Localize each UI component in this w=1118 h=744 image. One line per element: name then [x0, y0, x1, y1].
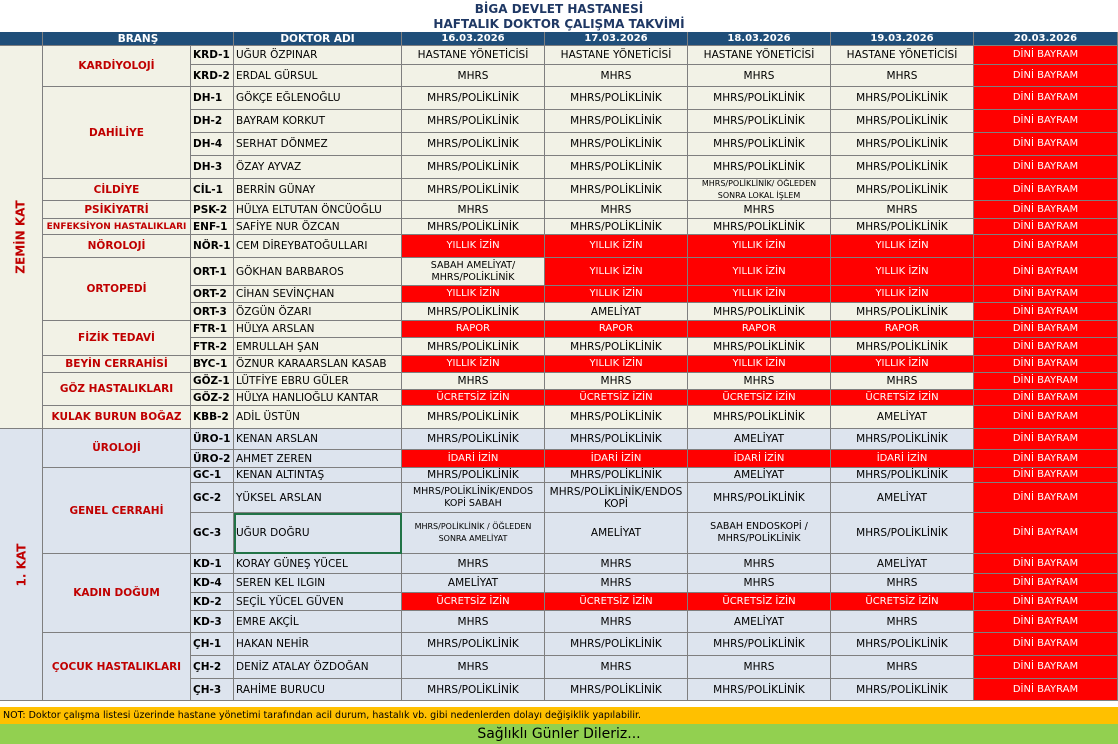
doctor-name[interactable]: DENİZ ATALAY ÖZDOĞAN [234, 656, 402, 679]
doctor-name[interactable]: EMRE AKÇİL [234, 611, 402, 633]
schedule-cell[interactable]: ÜCRETSİZ İZİN [402, 390, 545, 406]
schedule-cell[interactable]: MHRS/POLİKLİNİK [688, 483, 831, 513]
doctor-code[interactable]: KD-2 [191, 593, 234, 611]
schedule-cell[interactable]: MHRS/POLİKLİNİK [402, 679, 545, 701]
schedule-cell[interactable]: MHRS [831, 373, 974, 390]
doctor-code[interactable]: KD-3 [191, 611, 234, 633]
doctor-name[interactable]: SEÇİL YÜCEL GÜVEN [234, 593, 402, 611]
schedule-cell[interactable]: MHRS/POLİKLİNİK [545, 219, 688, 235]
schedule-cell[interactable]: DİNİ BAYRAM [974, 390, 1118, 406]
schedule-cell[interactable]: MHRS/POLİKLİNİK [402, 133, 545, 156]
schedule-cell[interactable]: YILLIK İZİN [831, 356, 974, 373]
schedule-cell[interactable]: RAPOR [688, 321, 831, 338]
branch-cell[interactable]: NÖROLOJİ [43, 235, 191, 258]
schedule-cell[interactable]: AMELİYAT [688, 468, 831, 483]
doctor-code[interactable]: ÜRO-1 [191, 429, 234, 450]
schedule-cell[interactable]: RAPOR [545, 321, 688, 338]
doctor-name[interactable]: HÜLYA ARSLAN [234, 321, 402, 338]
schedule-cell[interactable]: DİNİ BAYRAM [974, 356, 1118, 373]
doctor-code[interactable]: ÇH-3 [191, 679, 234, 701]
schedule-cell[interactable]: YILLIK İZİN [402, 356, 545, 373]
schedule-cell[interactable]: RAPOR [402, 321, 545, 338]
doctor-code[interactable]: DH-3 [191, 156, 234, 179]
schedule-cell[interactable]: MHRS/POLİKLİNİK [545, 429, 688, 450]
doctor-code[interactable]: ÜRO-2 [191, 450, 234, 468]
schedule-cell[interactable]: MHRS/POLİKLİNİK [831, 303, 974, 321]
schedule-cell[interactable]: MHRS [688, 656, 831, 679]
schedule-cell[interactable]: DİNİ BAYRAM [974, 133, 1118, 156]
schedule-cell[interactable]: MHRS/POLİKLİNİK [831, 679, 974, 701]
schedule-cell[interactable]: DİNİ BAYRAM [974, 679, 1118, 701]
floor-label-text: 1. KAT [14, 543, 28, 586]
schedule-cell[interactable]: YILLIK İZİN [688, 356, 831, 373]
floor-label-text: ZEMİN KAT [14, 200, 28, 274]
schedule-cell[interactable]: DİNİ BAYRAM [974, 574, 1118, 593]
doctor-name[interactable]: CEM DİREYBATOĞULLARI [234, 235, 402, 258]
schedule-cell[interactable]: MHRS [831, 656, 974, 679]
branch-cell[interactable]: PSİKİYATRİ [43, 201, 191, 219]
schedule-cell[interactable]: DİNİ BAYRAM [974, 406, 1118, 429]
doctor-name[interactable]: CİHAN SEVİNÇHAN [234, 286, 402, 303]
schedule-cell[interactable]: ÜCRETSİZ İZİN [688, 593, 831, 611]
schedule-cell[interactable]: MHRS [402, 554, 545, 574]
doctor-code[interactable]: GC-3 [191, 513, 234, 554]
schedule-cell[interactable]: DİNİ BAYRAM [974, 656, 1118, 679]
doctor-name[interactable]: ÖZAY AYVAZ [234, 156, 402, 179]
doctor-name[interactable]: KORAY GÜNEŞ YÜCEL [234, 554, 402, 574]
schedule-cell[interactable]: MHRS/POLİKLİNİK [545, 406, 688, 429]
schedule-cell[interactable]: MHRS [545, 201, 688, 219]
doctor-name[interactable]: ADİL ÜSTÜN [234, 406, 402, 429]
schedule-cell[interactable]: YILLIK İZİN [545, 235, 688, 258]
schedule-cell[interactable]: DİNİ BAYRAM [974, 110, 1118, 133]
schedule-cell[interactable]: DİNİ BAYRAM [974, 611, 1118, 633]
schedule-cell[interactable]: YILLIK İZİN [688, 235, 831, 258]
floor-label[interactable] [0, 46, 43, 429]
branch-cell[interactable]: ÜROLOJİ [43, 429, 191, 468]
header-date-1[interactable]: 16.03.2026 [402, 32, 545, 46]
schedule-cell[interactable]: MHRS/POLİKLİNİK [831, 110, 974, 133]
schedule-cell[interactable]: MHRS/POLİKLİNİK [402, 179, 545, 201]
doctor-code[interactable]: ÇH-1 [191, 633, 234, 656]
header-floor-cell[interactable] [0, 32, 43, 46]
schedule-cell[interactable]: MHRS [545, 554, 688, 574]
schedule-cell[interactable]: ÜCRETSİZ İZİN [831, 593, 974, 611]
schedule-cell[interactable]: ÜCRETSİZ İZİN [688, 390, 831, 406]
schedule-cell[interactable]: DİNİ BAYRAM [974, 258, 1118, 286]
doctor-name[interactable]: RAHİME BURUCU [234, 679, 402, 701]
schedule-cell[interactable]: AMELİYAT [402, 574, 545, 593]
doctor-name[interactable]: ÖZGÜN ÖZARI [234, 303, 402, 321]
schedule-cell[interactable]: MHRS/POLİKLİNİK [688, 156, 831, 179]
doctor-name[interactable]: LÜTFİYE EBRU GÜLER [234, 373, 402, 390]
schedule-cell[interactable]: DİNİ BAYRAM [974, 338, 1118, 356]
schedule-cell[interactable]: DİNİ BAYRAM [974, 429, 1118, 450]
doctor-code[interactable]: ENF-1 [191, 219, 234, 235]
schedule-cell[interactable]: MHRS/POLİKLİNİK [831, 338, 974, 356]
schedule-cell[interactable]: MHRS [545, 373, 688, 390]
schedule-cell[interactable]: MHRS [545, 65, 688, 87]
schedule-cell[interactable]: DİNİ BAYRAM [974, 303, 1118, 321]
schedule-cell[interactable]: MHRS [545, 574, 688, 593]
schedule-cell[interactable]: YILLIK İZİN [831, 258, 974, 286]
schedule-cell[interactable]: DİNİ BAYRAM [974, 286, 1118, 303]
schedule-cell[interactable]: YILLIK İZİN [688, 286, 831, 303]
schedule-cell[interactable]: MHRS/POLİKLİNİK [545, 468, 688, 483]
schedule-cell[interactable]: MHRS [402, 656, 545, 679]
schedule-cell[interactable]: DİNİ BAYRAM [974, 65, 1118, 87]
schedule-cell[interactable]: MHRS [831, 201, 974, 219]
schedule-cell[interactable]: MHRS [688, 65, 831, 87]
schedule-cell[interactable]: DİNİ BAYRAM [974, 468, 1118, 483]
schedule-cell[interactable]: AMELİYAT [545, 513, 688, 554]
doctor-code[interactable]: ORT-2 [191, 286, 234, 303]
schedule-cell[interactable]: MHRS/POLİKLİNİK/ ÖĞLEDEN SONRA LOKAL İŞLEM [688, 179, 831, 201]
schedule-cell[interactable]: MHRS/POLİKLİNİK [688, 406, 831, 429]
doctor-name[interactable]: HAKAN NEHİR [234, 633, 402, 656]
doctor-code[interactable]: ORT-3 [191, 303, 234, 321]
schedule-cell[interactable]: MHRS/POLİKLİNİK [688, 87, 831, 110]
schedule-cell[interactable]: DİNİ BAYRAM [974, 321, 1118, 338]
schedule-cell[interactable]: MHRS/POLİKLİNİK [545, 679, 688, 701]
schedule-cell[interactable]: DİNİ BAYRAM [974, 483, 1118, 513]
doctor-name[interactable]: HÜLYA HANLIOĞLU KANTAR [234, 390, 402, 406]
schedule-cell[interactable]: MHRS [545, 656, 688, 679]
branch-cell[interactable]: ORTOPEDİ [43, 258, 191, 321]
schedule-cell[interactable]: MHRS/POLİKLİNİK [831, 429, 974, 450]
schedule-cell[interactable]: MHRS [688, 554, 831, 574]
schedule-cell[interactable]: İDARİ İZİN [402, 450, 545, 468]
schedule-cell[interactable]: YILLIK İZİN [831, 286, 974, 303]
schedule-cell[interactable]: MHRS/POLİKLİNİK [831, 468, 974, 483]
doctor-code[interactable]: GC-2 [191, 483, 234, 513]
schedule-cell[interactable]: MHRS/POLİKLİNİK [545, 156, 688, 179]
schedule-cell[interactable]: MHRS [831, 65, 974, 87]
branch-cell[interactable]: GÖZ HASTALIKLARI [43, 373, 191, 406]
branch-cell[interactable]: CİLDİYE [43, 179, 191, 201]
schedule-cell[interactable]: YILLIK İZİN [402, 235, 545, 258]
doctor-name[interactable]: UĞUR ÖZPINAR [234, 46, 402, 65]
schedule-cell[interactable]: YILLIK İZİN [545, 286, 688, 303]
branch-cell[interactable]: ÇOCUK HASTALIKLARI [43, 633, 191, 701]
header-date-4[interactable]: 19.03.2026 [831, 32, 974, 46]
schedule-cell[interactable]: DİNİ BAYRAM [974, 373, 1118, 390]
schedule-cell[interactable]: İDARİ İZİN [545, 450, 688, 468]
branch-cell[interactable]: BEYİN CERRAHİSİ [43, 356, 191, 373]
schedule-cell[interactable]: YILLIK İZİN [545, 356, 688, 373]
doctor-name[interactable]: KENAN ARSLAN [234, 429, 402, 450]
schedule-cell[interactable]: MHRS/POLİKLİNİK [545, 133, 688, 156]
schedule-cell[interactable]: DİNİ BAYRAM [974, 219, 1118, 235]
schedule-title: HAFTALIK DOKTOR ÇALIŞMA TAKVİMİ [433, 17, 685, 31]
doctor-name[interactable]: HÜLYA ELTUTAN ÖNCÜOĞLU [234, 201, 402, 219]
schedule-cell[interactable]: MHRS [688, 574, 831, 593]
schedule-cell[interactable]: MHRS/POLİKLİNİK [545, 110, 688, 133]
doctor-name[interactable]: KENAN ALTINTAŞ [234, 468, 402, 483]
footer-bar: Sağlıklı Günler Dileriz... [0, 724, 1118, 744]
doctor-name[interactable]: SERHAT DÖNMEZ [234, 133, 402, 156]
schedule-cell[interactable]: MHRS/POLİKLİNİK [831, 179, 974, 201]
schedule-cell[interactable]: HASTANE YÖNETİCİSİ [688, 46, 831, 65]
schedule-cell[interactable]: MHRS [688, 373, 831, 390]
schedule-cell[interactable]: MHRS/POLİKLİNİK [688, 633, 831, 656]
branch-cell[interactable]: GENEL CERRAHİ [43, 468, 191, 554]
doctor-code[interactable]: GC-1 [191, 468, 234, 483]
doctor-code[interactable]: KD-4 [191, 574, 234, 593]
doctor-name[interactable]: YÜKSEL ARSLAN [234, 483, 402, 513]
doctor-code[interactable]: BYC-1 [191, 356, 234, 373]
schedule-cell[interactable]: DİNİ BAYRAM [974, 450, 1118, 468]
schedule-cell[interactable]: MHRS/POLİKLİNİK [545, 179, 688, 201]
schedule-cell[interactable]: MHRS [831, 574, 974, 593]
schedule-cell[interactable]: MHRS [402, 611, 545, 633]
schedule-cell[interactable]: MHRS/POLİKLİNİK [688, 303, 831, 321]
schedule-cell[interactable]: HASTANE YÖNETİCİSİ [402, 46, 545, 65]
doctor-code[interactable]: CİL-1 [191, 179, 234, 201]
branch-cell[interactable]: FİZİK TEDAVİ [43, 321, 191, 356]
doctor-name[interactable]: EMRULLAH ŞAN [234, 338, 402, 356]
schedule-cell[interactable]: MHRS [545, 611, 688, 633]
schedule-cell[interactable]: AMELİYAT [545, 303, 688, 321]
header-date-2[interactable]: 17.03.2026 [545, 32, 688, 46]
header-date-5[interactable]: 20.03.2026 [974, 32, 1118, 46]
doctor-name[interactable]: GÖKÇE EĞLENOĞLU [234, 87, 402, 110]
schedule-cell[interactable]: MHRS/POLİKLİNİK / ÖĞLEDEN SONRA AMELİYAT [402, 513, 545, 554]
floor-label[interactable] [0, 429, 43, 701]
schedule-cell[interactable]: DİNİ BAYRAM [974, 554, 1118, 574]
schedule-cell[interactable]: MHRS [402, 65, 545, 87]
doctor-code[interactable]: ÇH-2 [191, 656, 234, 679]
doctor-name[interactable]: ERDAL GÜRSUL [234, 65, 402, 87]
schedule-cell[interactable]: ÜCRETSİZ İZİN [831, 390, 974, 406]
doctor-name[interactable]: BERRİN GÜNAY [234, 179, 402, 201]
schedule-cell[interactable]: HASTANE YÖNETİCİSİ [831, 46, 974, 65]
schedule-cell[interactable]: MHRS/POLİKLİNİK [831, 87, 974, 110]
branch-cell[interactable]: KADIN DOĞUM [43, 554, 191, 633]
schedule-cell[interactable]: DİNİ BAYRAM [974, 201, 1118, 219]
doctor-name[interactable]: SEREN KEL ILGIN [234, 574, 402, 593]
doctor-code[interactable]: GÖZ-2 [191, 390, 234, 406]
schedule-cell[interactable]: SABAH AMELİYAT/ MHRS/POLİKLİNİK [402, 258, 545, 286]
schedule-cell[interactable]: MHRS/POLİKLİNİK [831, 513, 974, 554]
doctor-name[interactable]: GÖKHAN BARBAROS [234, 258, 402, 286]
schedule-cell[interactable]: MHRS/POLİKLİNİK/ENDOS KOPİ [545, 483, 688, 513]
schedule-cell[interactable]: DİNİ BAYRAM [974, 46, 1118, 65]
branch-cell[interactable]: ENFEKSİYON HASTALIKLARI [43, 219, 191, 235]
schedule-cell[interactable]: MHRS/POLİKLİNİK [688, 679, 831, 701]
schedule-cell[interactable]: MHRS/POLİKLİNİK [402, 219, 545, 235]
doctor-code[interactable]: PSK-2 [191, 201, 234, 219]
schedule-cell[interactable]: HASTANE YÖNETİCİSİ [545, 46, 688, 65]
schedule-cell[interactable]: YILLIK İZİN [545, 258, 688, 286]
schedule-cell[interactable]: ÜCRETSİZ İZİN [402, 593, 545, 611]
schedule-cell[interactable]: MHRS/POLİKLİNİK [688, 338, 831, 356]
schedule-cell[interactable]: MHRS/POLİKLİNİK [402, 110, 545, 133]
schedule-cell[interactable]: DİNİ BAYRAM [974, 593, 1118, 611]
doctor-code[interactable]: NÖR-1 [191, 235, 234, 258]
schedule-cell[interactable]: MHRS/POLİKLİNİK/ENDOS KOPİ SABAH [402, 483, 545, 513]
schedule-cell[interactable]: ÜCRETSİZ İZİN [545, 390, 688, 406]
schedule-cell[interactable]: DİNİ BAYRAM [974, 179, 1118, 201]
schedule-cell[interactable]: MHRS/POLİKLİNİK [402, 468, 545, 483]
schedule-cell[interactable]: MHRS [688, 201, 831, 219]
schedule-cell[interactable]: MHRS/POLİKLİNİK [402, 338, 545, 356]
doctor-name[interactable]: BAYRAM KORKUT [234, 110, 402, 133]
schedule-cell[interactable]: SABAH ENDOSKOPİ / MHRS/POLİKLİNİK [688, 513, 831, 554]
note-bar: NOT: Doktor çalışma listesi üzerinde hastane yönetimi tarafından acil durum, hastalık vb. gibi nedenlerden dolayı değişiklik yapılabilir. [0, 707, 1118, 724]
header-doctor[interactable]: DOKTOR ADI [234, 32, 402, 46]
schedule-cell[interactable]: RAPOR [831, 321, 974, 338]
branch-cell[interactable]: KARDİYOLOJİ [43, 46, 191, 87]
schedule-cell[interactable]: YILLIK İZİN [402, 286, 545, 303]
doctor-code[interactable]: FTR-2 [191, 338, 234, 356]
doctor-name[interactable]: UĞUR DOĞRU [234, 513, 402, 554]
doctor-code[interactable]: KD-1 [191, 554, 234, 574]
branch-cell[interactable]: KULAK BURUN BOĞAZ [43, 406, 191, 429]
schedule-cell[interactable]: MHRS/POLİKLİNİK [831, 633, 974, 656]
schedule-cell[interactable]: AMELİYAT [831, 406, 974, 429]
doctor-code[interactable]: DH-2 [191, 110, 234, 133]
doctor-name[interactable]: SAFİYE NUR ÖZCAN [234, 219, 402, 235]
schedule-cell[interactable]: MHRS/POLİKLİNİK [402, 429, 545, 450]
hospital-title: BİGA DEVLET HASTANESİ [474, 2, 644, 16]
schedule-cell[interactable]: MHRS/POLİKLİNİK [688, 219, 831, 235]
doctor-name[interactable]: ÖZNUR KARAARSLAN KASAB [234, 356, 402, 373]
schedule-cell[interactable]: MHRS/POLİKLİNİK [831, 156, 974, 179]
doctor-code[interactable]: KRD-1 [191, 46, 234, 65]
schedule-cell[interactable]: AMELİYAT [688, 429, 831, 450]
doctor-code[interactable]: ORT-1 [191, 258, 234, 286]
schedule-cell[interactable]: MHRS/POLİKLİNİK [402, 633, 545, 656]
schedule-cell[interactable]: AMELİYAT [831, 554, 974, 574]
doctor-code[interactable]: DH-1 [191, 87, 234, 110]
doctor-code[interactable]: KRD-2 [191, 65, 234, 87]
schedule-cell[interactable]: DİNİ BAYRAM [974, 633, 1118, 656]
schedule-cell[interactable]: İDARİ İZİN [831, 450, 974, 468]
schedule-cell[interactable]: MHRS [831, 611, 974, 633]
schedule-cell[interactable]: MHRS/POLİKLİNİK [831, 133, 974, 156]
doctor-code[interactable]: GÖZ-1 [191, 373, 234, 390]
schedule-cell[interactable]: MHRS [402, 201, 545, 219]
schedule-cell[interactable]: YILLIK İZİN [688, 258, 831, 286]
header-branch[interactable]: BRANŞ [43, 32, 234, 46]
branch-cell[interactable]: DAHİLİYE [43, 87, 191, 179]
doctor-code[interactable]: FTR-1 [191, 321, 234, 338]
schedule-cell[interactable]: İDARİ İZİN [688, 450, 831, 468]
schedule-cell[interactable]: MHRS/POLİKLİNİK [831, 219, 974, 235]
schedule-cell[interactable]: MHRS/POLİKLİNİK [545, 338, 688, 356]
doctor-code[interactable]: DH-4 [191, 133, 234, 156]
schedule-cell[interactable]: MHRS/POLİKLİNİK [688, 110, 831, 133]
doctor-code[interactable]: KBB-2 [191, 406, 234, 429]
schedule-cell[interactable]: AMELİYAT [831, 483, 974, 513]
schedule-cell[interactable]: ÜCRETSİZ İZİN [545, 593, 688, 611]
schedule-cell[interactable]: YILLIK İZİN [831, 235, 974, 258]
schedule-cell[interactable]: DİNİ BAYRAM [974, 513, 1118, 554]
schedule-cell[interactable]: MHRS/POLİKLİNİK [402, 87, 545, 110]
schedule-cell[interactable]: MHRS/POLİKLİNİK [545, 633, 688, 656]
schedule-cell[interactable]: MHRS/POLİKLİNİK [402, 303, 545, 321]
schedule-cell[interactable]: MHRS/POLİKLİNİK [402, 406, 545, 429]
header-date-3[interactable]: 18.03.2026 [688, 32, 831, 46]
schedule-cell[interactable]: MHRS/POLİKLİNİK [402, 156, 545, 179]
doctor-name[interactable]: AHMET ZEREN [234, 450, 402, 468]
schedule-cell[interactable]: MHRS/POLİKLİNİK [545, 87, 688, 110]
schedule-cell[interactable]: MHRS/POLİKLİNİK [688, 133, 831, 156]
schedule-cell[interactable]: DİNİ BAYRAM [974, 156, 1118, 179]
schedule-cell[interactable]: DİNİ BAYRAM [974, 87, 1118, 110]
schedule-cell[interactable]: MHRS [402, 373, 545, 390]
schedule-cell[interactable]: DİNİ BAYRAM [974, 235, 1118, 258]
schedule-cell[interactable]: AMELİYAT [688, 611, 831, 633]
